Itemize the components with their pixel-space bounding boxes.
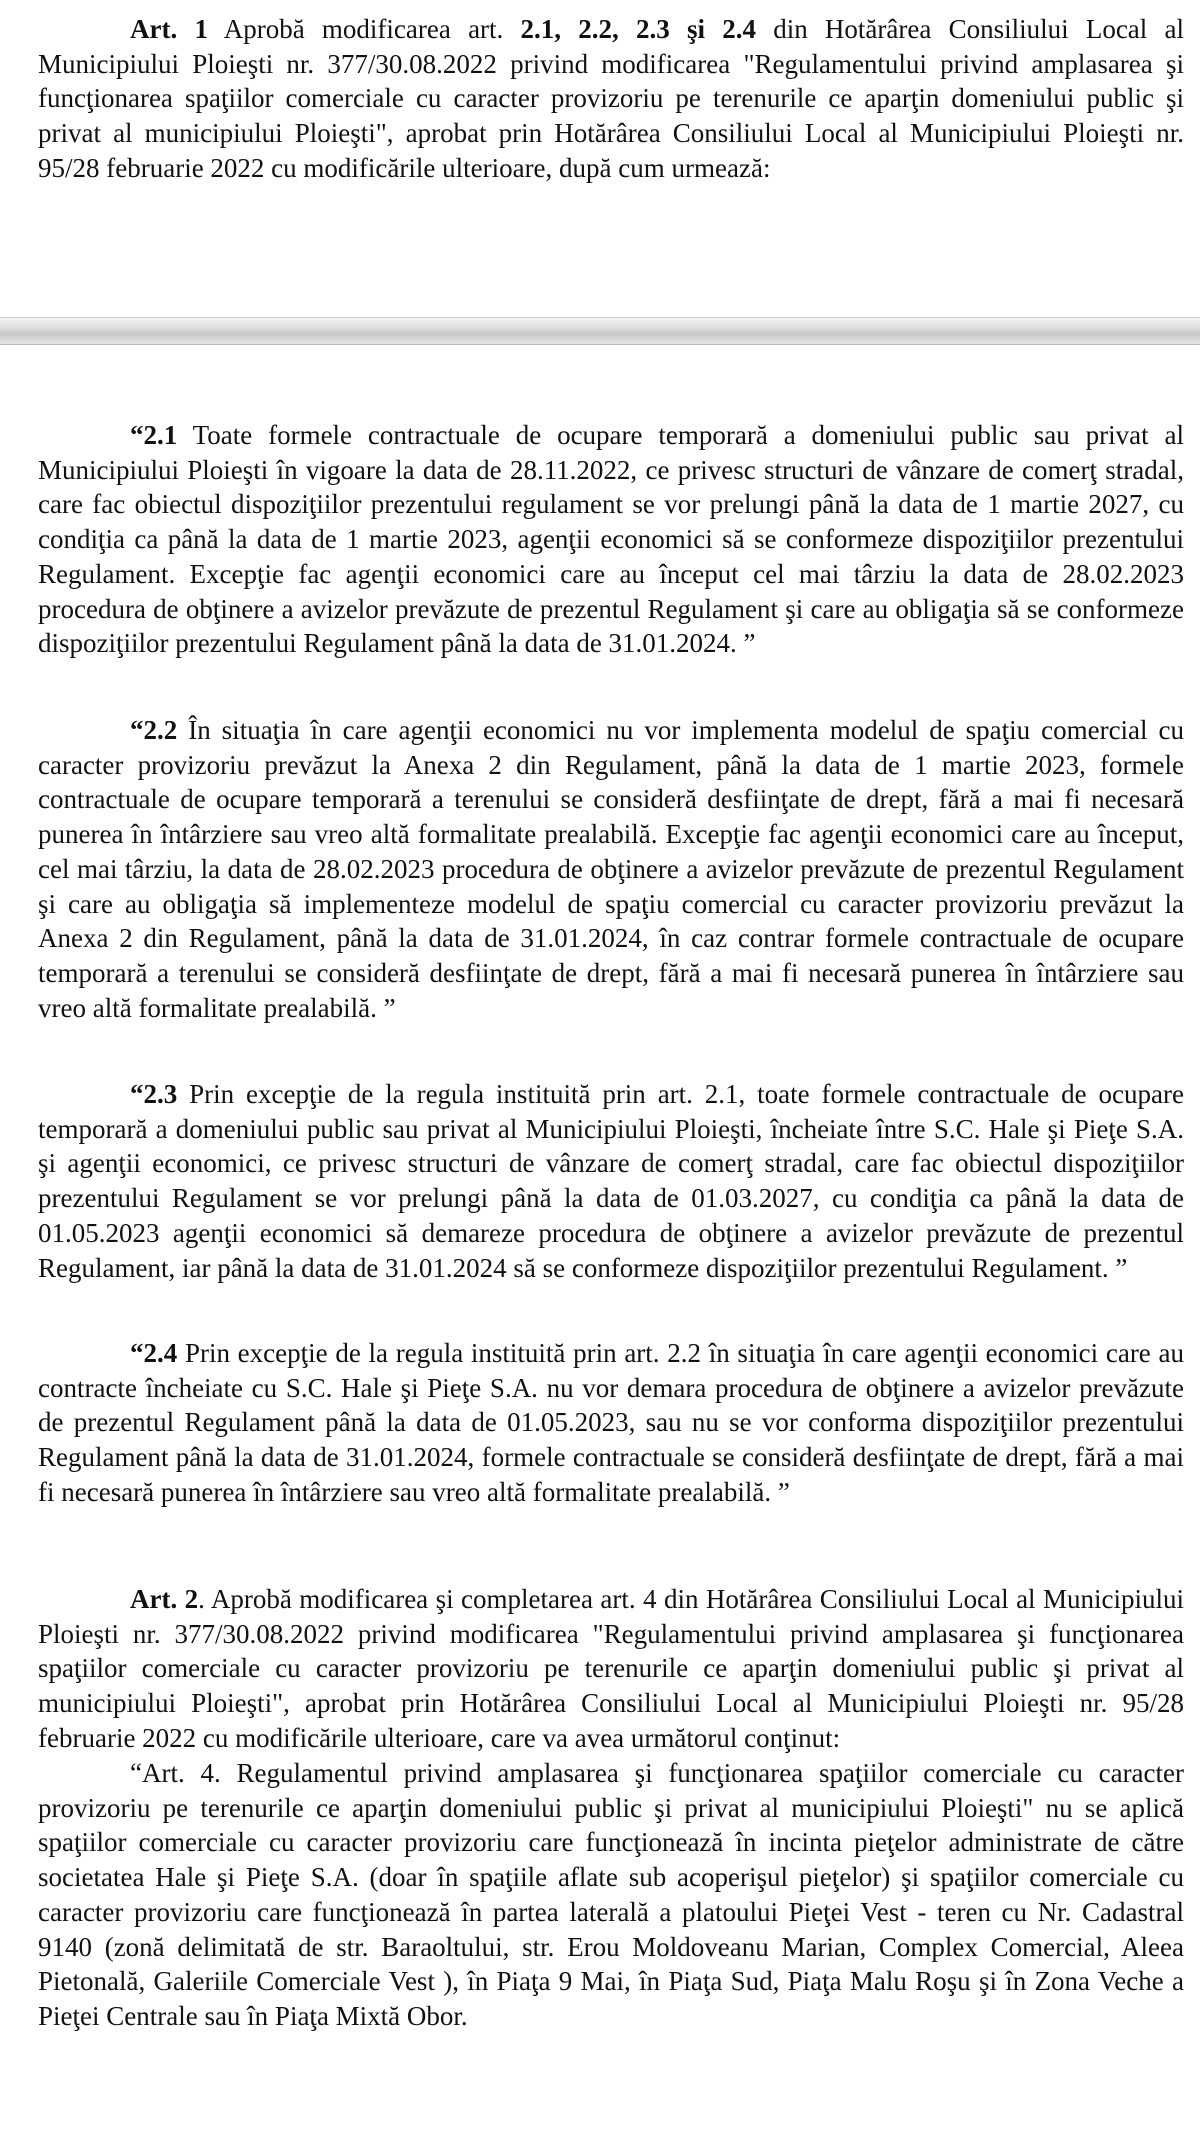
article-1-text-before: Aprobă modificarea art. xyxy=(207,14,521,44)
section-2-4-paragraph xyxy=(38,1336,1184,1510)
article-4-quote-paragraph xyxy=(38,1756,1184,2034)
section-2-3-label: “2.3 xyxy=(130,1079,178,1109)
section-2-2-paragraph xyxy=(38,713,1184,1025)
section-2-1-paragraph xyxy=(38,418,1184,661)
article-1-text-after: din Hotărârea Consiliului Local al Municipiului Ploieşti nr. 377/30.08.2022 privind modificarea "Regulamentului privind amplasarea şi funcţionarea spaţiilor comerciale cu caracter provizoriu pe terenurile ce aparţin domeniului public şi privat al municipiului Ploieşti", aprobat prin Hotărârea Consiliului Local al Municipiului Ploieşti nr. 95/28 februarie 2022 cu modificările ulterioare, după cum urmează: xyxy=(38,14,1185,183)
section-2-3-paragraph xyxy=(38,1077,1184,1285)
section-2-4-label: “2.4 xyxy=(130,1338,178,1368)
article-2-paragraph xyxy=(38,1582,1184,1756)
article-1-bold-articles: 2.1, 2.2, 2.3 şi 2.4 xyxy=(520,14,756,44)
section-2-1-label: “2.1 xyxy=(130,420,178,450)
section-2-1-text: Toate formele contractuale de ocupare temporară a domeniului public sau privat al Municipiului Ploieşti în vigoare la data de 28.11.2022, ce privesc structuri de vânzare de comerţ stradal, care fac obiectul dispoziţiilor prezentului regulament se vor prelungi până la data de 1 martie 2027, cu condiţia ca până la data de 1 martie 2023, agenţii economici să se conformeze dispoziţiilor prezentului Regulament. Excepţie fac agenţii economici care au început cel mai târziu la data de 28.02.2023 procedura de obţinere a avizelor prevăzute de prezentul Regulament şi care au obligaţia să se conformeze dispoziţiilor prezentului Regulament până la data de 31.01.2024. ” xyxy=(38,420,1184,659)
section-2-2-text: În situaţia în care agenţii economici nu vor implementa modelul de spaţiu comercial cu caracter provizoriu prevăzut la Anexa 2 din Regulament, până la data de 1 martie 2023, formele contractuale de ocupare temporară a terenului se consideră desfiinţate de drept, fără a mai fi necesară punerea în întârziere sau vreo altă formalitate prealabilă. Excepţie fac agenţii economici care au început, cel mai târziu, la data de 28.02.2023 procedura de obţinere a avizelor prevăzute de prezentul Regulament şi care au obligaţia să implementeze modelul de spaţiu comercial cu caracter provizoriu prevăzut la Anexa 2 din Regulament, până la data de 31.01.2024, în caz contrar formele contractuale de ocupare temporară a terenului se consideră desfiinţate de drept, fără a mai fi necesară punerea în întârziere sau vreo altă formalitate prealabilă. ” xyxy=(38,715,1184,1023)
section-2-4-text: Prin excepţie de la regula instituită prin art. 2.2 în situaţia în care agenţii economici care au contracte încheiate cu S.C. Hale şi Pieţe S.A. nu vor demara procedura de obţinere a avizelor prevăzute de prezentul Regulament până la data de 01.05.2023, sau nu se vor conforma dispoziţiilor prezentului Regulament până la data de 31.01.2024, formele contractuale se consideră desfiinţate de drept, fără a mai fi necesară punerea în întârziere sau vreo altă formalitate prealabilă. ” xyxy=(38,1338,1184,1507)
article-1-paragraph xyxy=(38,12,1184,186)
section-2-2-label: “2.2 xyxy=(130,715,178,745)
article-4-quote-text: “Art. 4. Regulamentul privind amplasarea şi funcţionarea spaţiilor comerciale cu caracter provizoriu pe terenurile ce aparţin domeniului public şi privat al municipiului Ploieşti" nu se aplică spaţiilor comerciale cu caracter provizoriu care funcţionează în incinta pieţelor administrate de către societatea Hale şi Pieţe S.A. (doar în spaţiile aflate sub acoperişul pieţelor) şi spaţiilor comerciale cu caracter provizoriu care funcţionează în partea laterală a platoului Pieţei Vest - teren cu Nr. Cadastral 9140 (zonă delimitată de str. Baraoltului, str. Erou Moldoveanu Marian, Complex Comercial, Aleea Pietonală, Galeriile Comerciale Vest ), în Piaţa 9 Mai, în Piaţa Sud, Piaţa Malu Roşu şi în Zona Veche a Pieţei Centrale sau în Piaţa Mixtă Obor. xyxy=(38,1758,1184,2031)
article-2-text: . Aprobă modificarea şi completarea art. 4 din Hotărârea Consiliului Local al Municipiului Ploieşti nr. 377/30.08.2022 privind modificarea "Regulamentului privind amplasarea şi funcţionarea spaţiilor comerciale cu caracter provizoriu pe terenurile ce aparţin domeniului public şi privat al municipiului Ploieşti", aprobat prin Hotărârea Consiliului Local al Municipiului Ploieşti nr. 95/28 februarie 2022 cu modificările ulterioare, care va avea următorul conţinut: xyxy=(38,1584,1184,1753)
article-2-label: Art. 2 xyxy=(130,1584,199,1614)
section-2-3-text: Prin excepţie de la regula instituită prin art. 2.1, toate formele contractuale de ocupare temporară a domeniului public sau privat al Municipiului Ploieşti, încheiate între S.C. Hale şi Pieţe S.A. şi agenţii economici, ce privesc structuri de vânzare de comerţ stradal, care fac obiectul dispoziţiilor prezentului Regulament se vor prelungi până la data de 01.03.2027, cu condiţia ca până la data de 01.05.2023 agenţii economici să demareze procedura de obţinere a avizelor prevăzute de prezentul Regulament, iar până la data de 31.01.2024 să se conformeze dispoziţiilor prezentului Regulament. ” xyxy=(38,1079,1184,1283)
article-1-label: Art. 1 xyxy=(130,14,208,44)
page-divider xyxy=(0,317,1200,345)
